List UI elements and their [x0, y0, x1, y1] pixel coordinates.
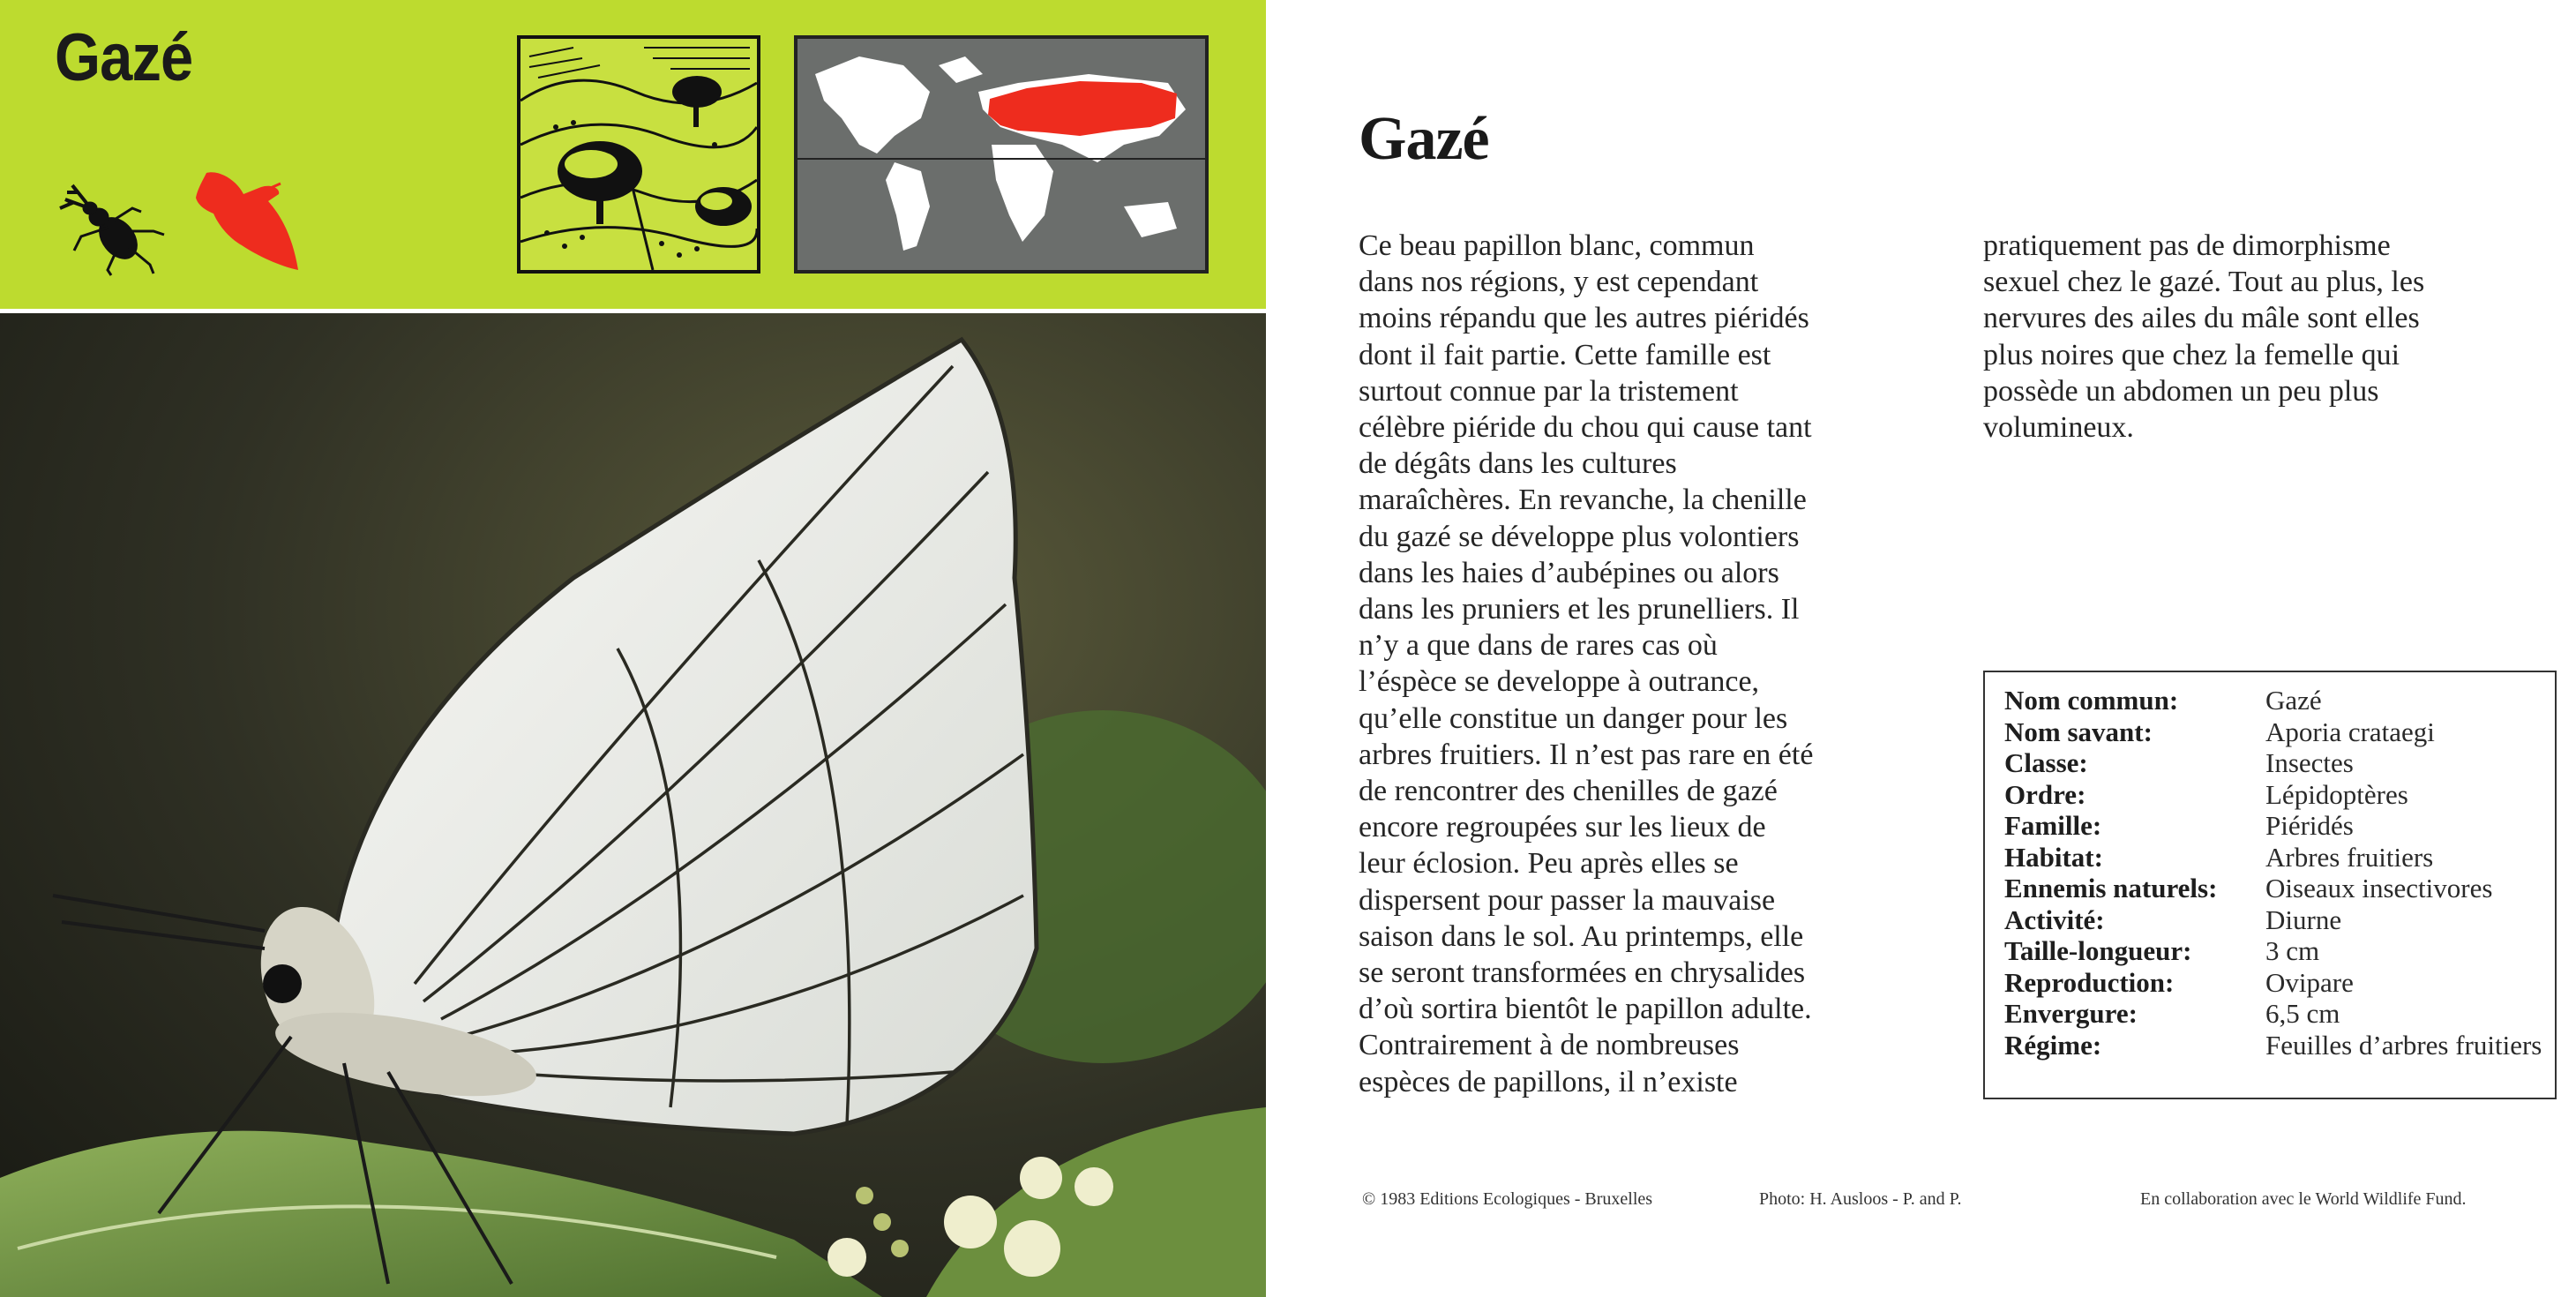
info-value: 6,5 cm — [2265, 998, 2340, 1029]
info-row — [2004, 967, 2555, 999]
text-line: dans les haies d’aubépines ou alors — [1359, 556, 1779, 589]
info-value: Diurne — [2265, 903, 2342, 935]
text-line: maraîchères. En revanche, la chenille — [1359, 484, 1807, 517]
front-title: Gazé — [55, 20, 193, 95]
text-line: dans les pruniers et les prunelliers. Il — [1359, 593, 1800, 626]
info-row — [2004, 810, 2555, 842]
text-line: de dégâts dans les cultures — [1359, 447, 1677, 481]
info-row — [2004, 1030, 2555, 1061]
habitat-illustration — [517, 35, 760, 274]
description-column-left — [1359, 228, 1941, 1100]
text-line: Ce beau papillon blanc, commun — [1359, 229, 1755, 262]
footer-photo-credit: Photo: H. Ausloos - P. and P. — [1759, 1189, 1962, 1209]
info-label: Habitat: — [2004, 841, 2103, 873]
info-label: Taille-longueur: — [2004, 935, 2192, 966]
text-line: arbres fruitiers. Il n’est pas rare en été — [1359, 738, 1814, 771]
info-row — [2004, 685, 2555, 716]
info-label: Classe: — [2004, 747, 2088, 778]
text-line: possède un abdomen un peu plus — [1983, 374, 2379, 408]
world-map-icon — [798, 39, 1205, 270]
text-line: saison dans le sol. Au printemps, elle — [1359, 919, 1804, 953]
landscape-icon — [520, 39, 757, 270]
info-value: Gazé — [2265, 685, 2322, 716]
butterfly-photo — [0, 313, 1266, 1297]
front-card — [0, 0, 1266, 1297]
info-label: Régime: — [2004, 1029, 2102, 1061]
info-label: Ennemis naturels: — [2004, 873, 2218, 903]
text-line: Contrairement à de nombreuses — [1359, 1029, 1740, 1062]
text-line: dispersent pour passer la mauvaise — [1359, 883, 1776, 917]
info-row — [2004, 873, 2555, 904]
text-line: nervures des ailes du mâle sont elles — [1983, 302, 2420, 335]
text-line: moins répandu que les autres piéridés — [1359, 302, 1809, 335]
back-card — [1295, 0, 2576, 1297]
info-value: Lépidoptères — [2265, 778, 2408, 810]
text-line: célèbre piéride du chou qui cause tant — [1359, 411, 1812, 445]
text-line: surtout connue par la tristement — [1359, 374, 1739, 408]
text-line: volumineux. — [1983, 411, 2134, 445]
info-label: Famille: — [2004, 810, 2102, 841]
footer-copyright: © 1983 Editions Ecologiques - Bruxelles — [1362, 1189, 1653, 1209]
butterfly-photo-illustration — [0, 313, 1266, 1297]
info-value: Oiseaux insectivores — [2265, 873, 2493, 903]
text-line: pratiquement pas de dimorphisme — [1983, 229, 2391, 262]
beetle-icon — [55, 166, 169, 281]
text-line: du gazé se développe plus volontiers — [1359, 520, 1800, 553]
text-line: encore regroupées sur les lieux de — [1359, 811, 1766, 844]
species-info-table — [1983, 671, 2557, 1099]
info-label: Nom commun: — [2004, 685, 2179, 716]
text-line: d’où sortira bientôt le papillon adulte. — [1359, 993, 1812, 1026]
text-line: se seront transformées en chrysalides — [1359, 956, 1806, 990]
info-value: Ovipare — [2265, 966, 2354, 998]
info-value: Arbres fruitiers — [2265, 841, 2434, 873]
info-row — [2004, 716, 2555, 748]
info-row — [2004, 747, 2555, 779]
back-title: Gazé — [1359, 105, 1489, 173]
text-line: l’éspèce se developpe à outrance, — [1359, 665, 1760, 699]
text-line: n’y a que dans de rares cas où — [1359, 629, 1718, 663]
text-line: leur éclosion. Peu après elles se — [1359, 847, 1739, 881]
info-label: Envergure: — [2004, 998, 2138, 1029]
info-row — [2004, 935, 2555, 967]
info-row — [2004, 904, 2555, 936]
info-label: Activité: — [2004, 903, 2105, 935]
info-label: Reproduction: — [2004, 966, 2175, 998]
info-value: Aporia crataegi — [2265, 716, 2435, 747]
description-column-right — [1983, 228, 2576, 446]
info-value: Insectes — [2265, 747, 2354, 778]
info-value: 3 cm — [2265, 935, 2320, 966]
text-line: qu’elle constitue un danger pour les — [1359, 701, 1788, 735]
butterfly-icon — [183, 164, 302, 277]
info-label: Nom savant: — [2004, 716, 2153, 747]
info-value: Feuilles d’arbres fruitiers — [2265, 1029, 2542, 1061]
info-row — [2004, 842, 2555, 873]
text-line: sexuel chez le gazé. Tout au plus, les — [1983, 266, 2425, 299]
footer-wwf-credit: En collaboration avec le World Wildlife Fund. — [2140, 1189, 2467, 1209]
info-row — [2004, 779, 2555, 811]
text-line: dont il fait partie. Cette famille est — [1359, 338, 1771, 371]
distribution-map — [794, 35, 1209, 274]
header-band — [0, 0, 1266, 309]
text-line: plus noires que chez la femelle qui — [1983, 338, 2400, 371]
info-label: Ordre: — [2004, 778, 2086, 810]
text-line: espèces de papillons, il n’existe — [1359, 1065, 1738, 1098]
info-row — [2004, 998, 2555, 1030]
text-line: dans nos régions, y est cependant — [1359, 266, 1759, 299]
text-line: de rencontrer des chenilles de gazé — [1359, 775, 1778, 808]
info-value: Piéridés — [2265, 810, 2354, 841]
